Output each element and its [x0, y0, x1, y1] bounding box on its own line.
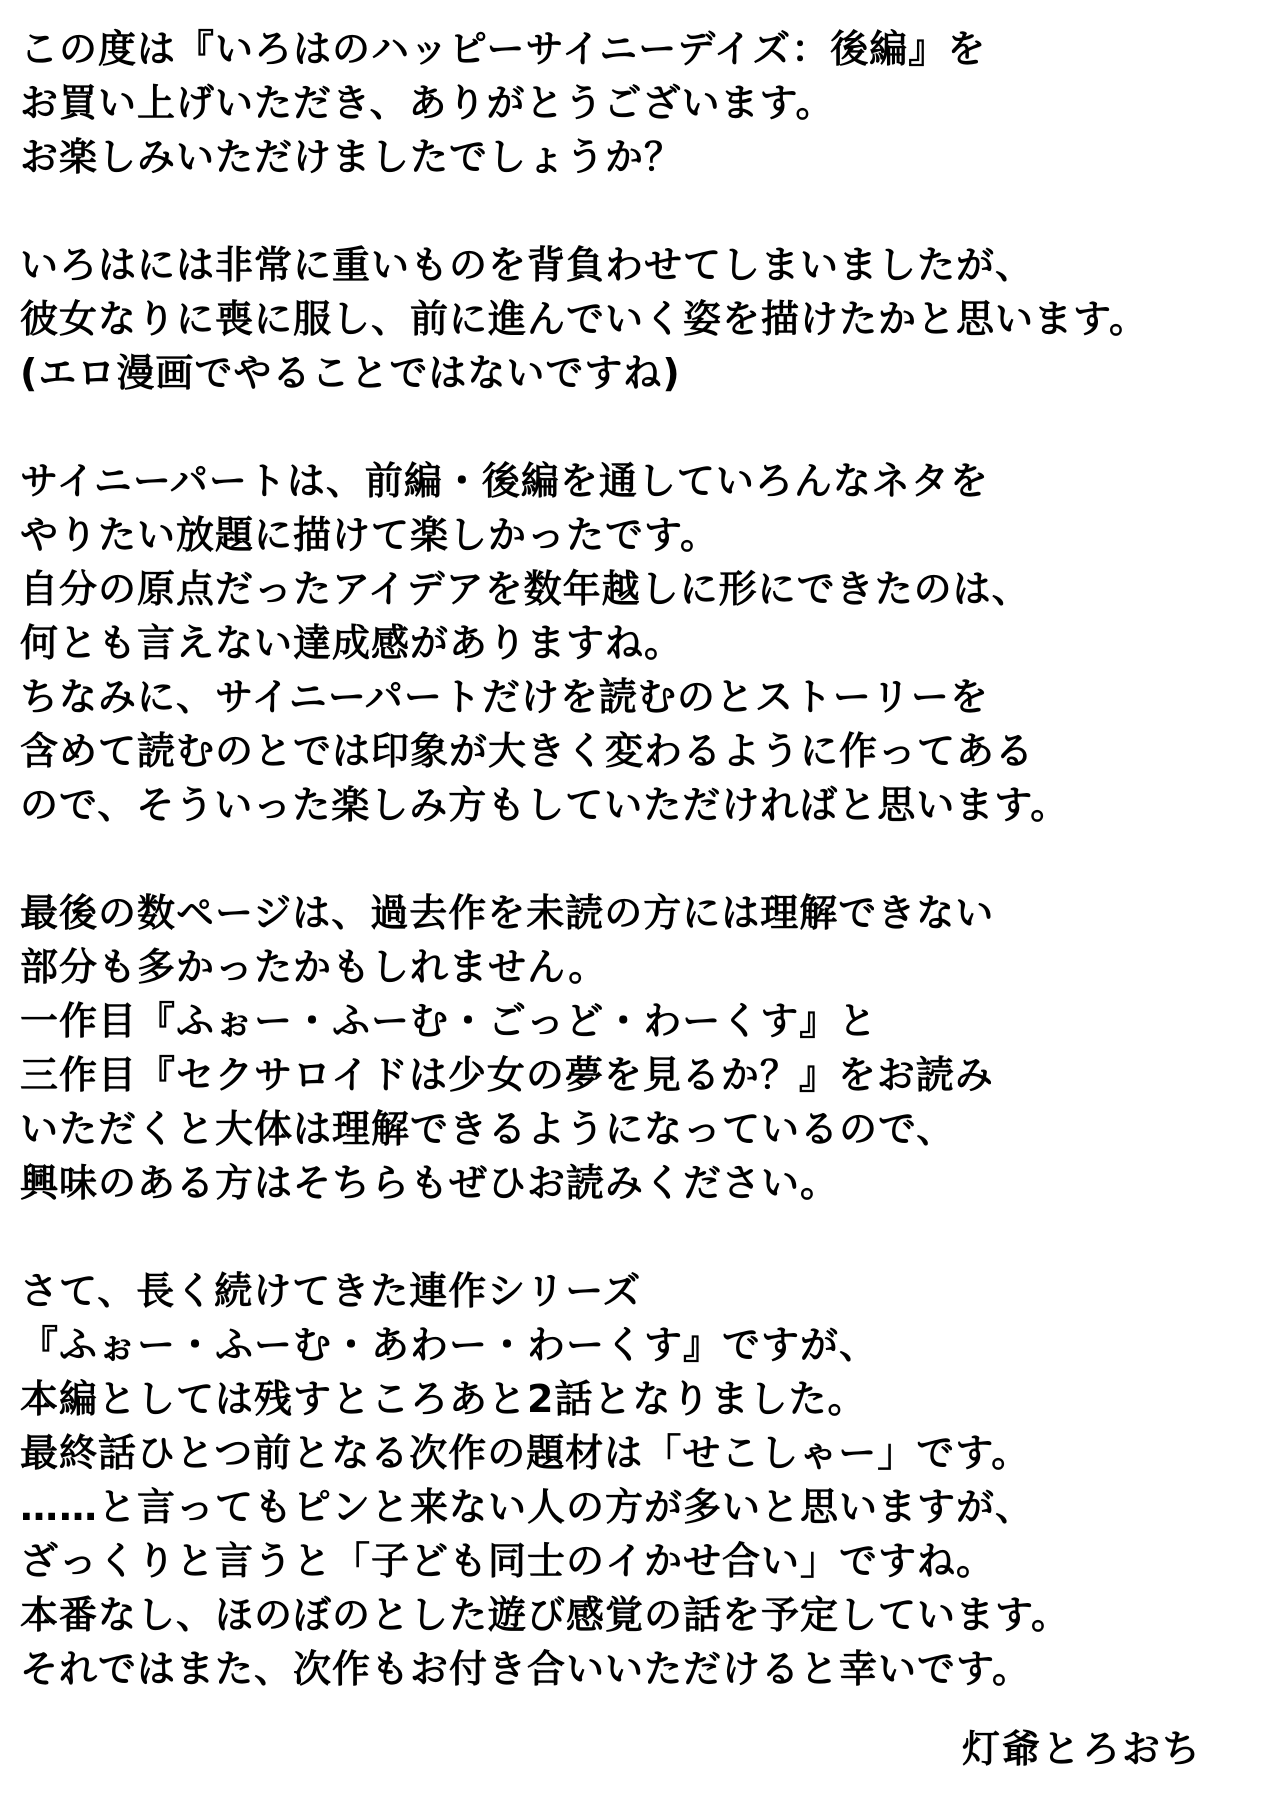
text-line: 本番なし、ほのぼのとした遊び感覚の話を予定しています。: [20, 1593, 1070, 1637]
text-line: この度は『いろはのハッピーサイニーデイズ：後編』を: [20, 27, 987, 71]
text-line: やりたい放題に描けて楽しかったです。: [20, 513, 719, 557]
text-line: お楽しみいただけましたでしょうか？: [20, 135, 684, 179]
text-line: 部分も多かったかもしれません。: [20, 945, 608, 989]
text-line: 本編としては残すところあと2話となりました。: [20, 1377, 867, 1421]
text-line: ざっくりと言うと「子ども同士のイかせ合い」ですね。: [20, 1539, 996, 1583]
paragraph-thanks: [20, 22, 1270, 184]
text-line: 最終話ひとつ前となる次作の題材は「せこしゃー」です。: [20, 1431, 1031, 1475]
text-line: サイニーパートは、前編・後編を通していろんなネタを: [20, 459, 989, 503]
text-line: ……と言ってもピンと来ない人の方が多いと思いますが、: [20, 1485, 1035, 1529]
text-line: お買い上げいただき、ありがとうございます。: [20, 81, 835, 125]
text-line: いただくと大体は理解できるようになっているので、: [20, 1107, 956, 1151]
paragraph-next-work: [20, 1264, 1270, 1696]
text-line: それではまた、次作もお付き合いいただけると幸いです。: [20, 1647, 1031, 1691]
text-line: 何とも言えない達成感がありますね。: [20, 621, 684, 665]
paragraph-story: [20, 238, 1270, 400]
text-line: いろはには非常に重いものを背負わせてしまいましたが、: [20, 243, 1035, 287]
text-line: 最後の数ページは、過去作を未読の方には理解できない: [20, 891, 995, 935]
text-line: 含めて読むのとでは印象が大きく変わるように作ってある: [20, 729, 1035, 773]
text-line: 興味のある方はそちらもぜひお読みください。: [20, 1161, 840, 1205]
text-line: 『ふぉー・ふーむ・あわー・わーくす』ですが、: [20, 1323, 879, 1367]
text-line: 一作目『ふぉー・ふーむ・ごっど・わーくす』と: [20, 999, 878, 1043]
author-signature: 灯爺とろおち: [962, 1727, 1203, 1771]
text-line: ので、そういった楽しみ方もしていただければと思います。: [20, 783, 1070, 827]
text-line: (エロ漫画でやることではないですね): [20, 351, 681, 395]
text-line: ちなみに、サイニーパートだけを読むのとストーリーを: [20, 675, 989, 719]
afterword-body: [20, 22, 1270, 1750]
text-line: さて、長く続けてきた連作シリーズ: [20, 1269, 642, 1313]
paragraph-shiny-part: [20, 454, 1270, 832]
paragraph-past-works: [20, 886, 1270, 1210]
text-line: 彼女なりに喪に服し、前に進んでいく姿を描けたかと思います。: [20, 297, 1148, 341]
text-line: 自分の原点だったアイデアを数年越しに形にできたのは、: [20, 567, 1031, 611]
text-line: 三作目『セクサロイドは少女の夢を見るか？』をお読み: [20, 1053, 994, 1097]
